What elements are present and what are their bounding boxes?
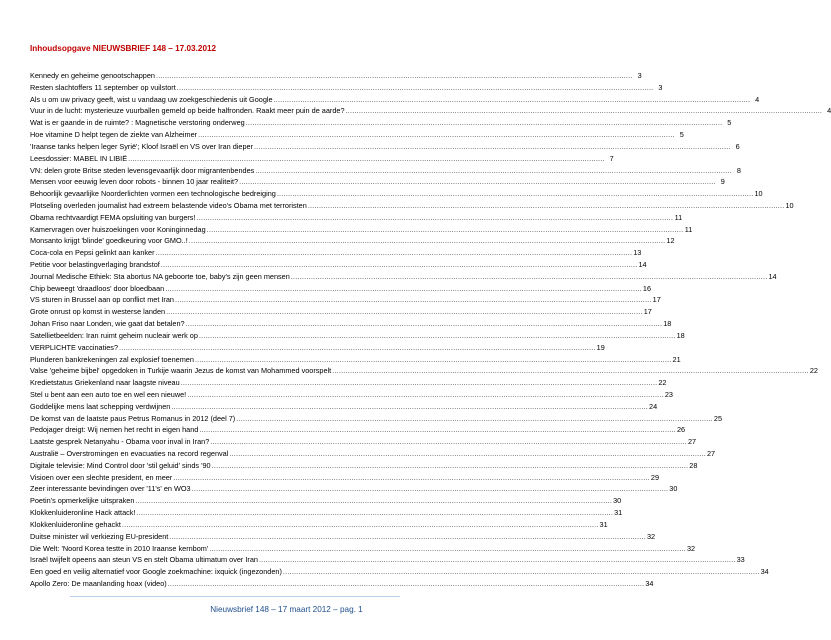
- toc-leader-dots: [255, 165, 732, 177]
- toc-leader-dots: [156, 70, 633, 82]
- toc-leader-dots: [166, 306, 643, 318]
- toc-entry-title: Chip beweegt 'draadloos' door bloedbaan: [30, 283, 165, 293]
- toc-entry-page: 12: [666, 236, 675, 246]
- toc-leader-dots: [196, 212, 673, 224]
- toc-entry[interactable]: [30, 354, 681, 366]
- toc-entry[interactable]: [30, 365, 818, 377]
- toc-entry-page: 21: [672, 354, 681, 364]
- toc-entry[interactable]: [30, 330, 685, 342]
- toc-entry[interactable]: [30, 271, 777, 283]
- toc-leader-dots: [199, 424, 676, 436]
- toc-entry[interactable]: [30, 117, 732, 129]
- toc-leader-dots: [346, 105, 823, 117]
- toc-leader-dots: [210, 436, 687, 448]
- toc-entry[interactable]: [30, 531, 656, 543]
- toc-entry[interactable]: [30, 389, 673, 401]
- toc-entry-title: Plunderen bankrekeningen zal explosief toenemen: [30, 354, 194, 364]
- toc-entry-title: Wat is er gaande in de ruimte? : Magnetische verstoring onderweg: [30, 118, 245, 128]
- toc-leader-dots: [274, 94, 751, 106]
- toc-entry-title: Journal Medische Ethiek: Sta abortus NA geboorte toe, baby's zijn geen mensen: [30, 271, 290, 281]
- toc-entry[interactable]: [30, 200, 794, 212]
- toc-entry[interactable]: [30, 566, 769, 578]
- toc-entry[interactable]: [30, 507, 623, 519]
- toc-title: Inhoudsopgave NIEUWSBRIEF 148 – 17.03.2012: [30, 44, 217, 53]
- toc-entry-title: VERPLICHTE vaccinaties?: [30, 342, 119, 352]
- toc-entry[interactable]: [30, 436, 697, 448]
- toc-entry-page: 3: [658, 82, 663, 92]
- toc-entry-title: Behoorlijk gevaarlijke Noorderlichten vormen een technologische bedreiging: [30, 189, 276, 199]
- toc-entry-page: 16: [642, 283, 652, 293]
- toc-entry-title: 'Iraanse tanks helpen leger Syrië'; Kloof Israël en VS over Iran dieper: [30, 141, 254, 151]
- toc-entry[interactable]: [30, 129, 684, 141]
- toc-entry[interactable]: [30, 82, 663, 94]
- toc-leader-dots: [291, 271, 768, 283]
- toc-entry-page: 31: [599, 519, 608, 529]
- toc-entry[interactable]: [30, 424, 686, 436]
- toc-entry-title: Stel u bent aan een auto toe en wel een nieuwe!: [30, 389, 187, 399]
- toc-entry-title: Visioen over een slechte president, en meer: [30, 472, 173, 482]
- toc-entry[interactable]: [30, 188, 763, 200]
- toc-entry-title: Die Welt: 'Noord Korea testte in 2010 Iraanse kernbom': [30, 543, 209, 553]
- toc-entry[interactable]: [30, 460, 698, 472]
- toc-leader-dots: [332, 365, 809, 377]
- toc-leader-dots: [119, 342, 596, 354]
- toc-entry-page: 29: [650, 472, 660, 482]
- toc-entry[interactable]: [30, 70, 642, 82]
- toc-entry-page: 26: [677, 425, 686, 435]
- toc-entry[interactable]: [30, 483, 678, 495]
- toc-entry-title: Valse 'geheime bijbel' opgedoken in Turkije waarin Jezus de komst van Mohammed voorspelt: [30, 366, 332, 376]
- toc-leader-dots: [135, 495, 612, 507]
- toc-entry-page: 19: [596, 342, 605, 352]
- toc-entry-title: Laatste gesprek Netanyahu - Obama voor inval in Iran?: [30, 437, 210, 447]
- toc-entry[interactable]: [30, 318, 672, 330]
- toc-entry-title: Duitse minister wil verkiezing EU-president: [30, 531, 169, 541]
- toc-entry-title: Hoe vitamine D helpt tegen de ziekte van Alzheimer: [30, 130, 198, 140]
- toc-leader-dots: [209, 543, 686, 555]
- toc-leader-dots: [128, 153, 605, 165]
- toc-entry[interactable]: [30, 212, 683, 224]
- toc-leader-dots: [229, 448, 706, 460]
- toc-entry[interactable]: [30, 94, 760, 106]
- toc-entry-title: Coca-cola en Pepsi gelinkt aan kanker: [30, 248, 155, 258]
- toc-entry-title: Resten slachtoffers 11 september op vuilstort: [30, 82, 176, 92]
- toc-entry-page: 10: [754, 189, 763, 199]
- toc-entry[interactable]: [30, 283, 652, 295]
- toc-entry-page: 3: [637, 71, 642, 80]
- toc-entry-title: Zeer interessante bevindingen over '11's' en WO3: [30, 484, 191, 494]
- toc-entry-title: Vuur in de lucht: mysterieuze vuurballen gemeld op beide halfronden. Raakt meer puin de aarde?: [30, 106, 345, 116]
- toc-entry-title: Goddelijke mens laat schepping verdwijnen: [30, 401, 171, 411]
- toc-entry-title: Digitale televisie: Mind Control door 'stil geluid' sinds '90: [30, 460, 211, 470]
- toc-entry-page: 18: [663, 319, 672, 329]
- toc-entry-page: 17: [643, 307, 652, 317]
- toc-entry[interactable]: [30, 224, 693, 236]
- toc-entry-page: 34: [645, 578, 654, 588]
- toc-entry-title: Grote onrust op komst in westerse landen: [30, 307, 166, 317]
- toc-entry-page: 5: [679, 130, 684, 140]
- toc-entry[interactable]: [30, 495, 622, 507]
- toc-entry[interactable]: [30, 294, 661, 306]
- toc-leader-dots: [259, 554, 736, 566]
- toc-entry[interactable]: [30, 377, 667, 389]
- toc-leader-dots: [173, 472, 650, 484]
- toc-entry-title: Mensen voor eeuwig leven door robots - binnen 10 jaar realiteit?: [30, 177, 239, 187]
- toc-entry-page: 27: [687, 437, 697, 447]
- toc-entry-title: Leesdossier: MABEL IN LIBIË: [30, 153, 128, 163]
- toc-leader-dots: [136, 507, 613, 519]
- toc-entry-title: Johan Friso naar Londen, wie gaat dat betalen?: [30, 319, 185, 329]
- toc-entry-page: 5: [727, 118, 732, 128]
- toc-leader-dots: [181, 377, 658, 389]
- toc-entry-title: Poetin's opmerkelijke uitspraken: [30, 496, 135, 506]
- toc-entry[interactable]: [30, 306, 652, 318]
- toc-entry-title: Australië – Overstromingen en evacuaties na record regenval: [30, 449, 229, 458]
- toc-leader-dots: [236, 413, 713, 425]
- toc-entry[interactable]: [30, 519, 608, 531]
- toc-entry[interactable]: [30, 448, 716, 460]
- toc-entry-title: Petitie voor belastingverlaging brandstof: [30, 260, 160, 269]
- toc-leader-dots: [246, 117, 723, 129]
- toc-entry[interactable]: [30, 141, 740, 153]
- toc-leader-dots: [122, 519, 599, 531]
- footer-rule: [70, 596, 400, 597]
- toc-entry-title: Kennedy en geheime genootschappen: [30, 71, 155, 80]
- toc-leader-dots: [171, 401, 648, 413]
- toc-entry-title: Obama rechtvaardigt FEMA opsluiting van burgers!: [30, 212, 196, 222]
- toc-leader-dots: [161, 259, 638, 271]
- table-of-contents: [30, 70, 831, 590]
- toc-entry-page: 10: [785, 200, 794, 210]
- toc-leader-dots: [168, 578, 645, 590]
- toc-entry-title: Een goed en veilig alternatief voor Google zoekmachine: ixquick (ingezonden): [30, 567, 282, 577]
- toc-entry-title: De komst van de laatste paus Petrus Romanus in 2012 (deel 7): [30, 413, 236, 423]
- toc-entry-title: Satellietbeelden: Iran ruimt geheim nucleair werk op: [30, 330, 198, 340]
- toc-entry-page: 34: [760, 567, 769, 577]
- toc-entry-page: 17: [652, 295, 661, 305]
- toc-entry[interactable]: [30, 554, 745, 566]
- toc-leader-dots: [192, 483, 669, 495]
- toc-entry-page: 14: [638, 260, 647, 269]
- toc-entry[interactable]: [30, 401, 658, 413]
- toc-leader-dots: [187, 389, 664, 401]
- toc-entry[interactable]: [30, 543, 696, 555]
- toc-entry-title: Plotseling overleden journalist had extreem belastende video's Obama met terroristen: [30, 200, 307, 210]
- toc-leader-dots: [165, 283, 642, 295]
- toc-entry[interactable]: [30, 153, 614, 165]
- toc-leader-dots: [195, 354, 672, 366]
- toc-leader-dots: [212, 460, 689, 472]
- toc-entry-page: 32: [686, 543, 696, 553]
- toc-entry-page: 4: [827, 106, 831, 116]
- toc-entry-page: 25: [713, 413, 723, 423]
- toc-entry-title: VS sturen in Brussel aan op conflict met Iran: [30, 295, 174, 305]
- toc-entry-page: 33: [736, 555, 745, 565]
- toc-entry[interactable]: [30, 578, 654, 590]
- toc-entry-page: 8: [736, 165, 741, 175]
- toc-entry-title: Pedojager dreigt: Wij nemen het recht in eigen hand: [30, 425, 199, 435]
- toc-entry[interactable]: [30, 247, 642, 259]
- toc-leader-dots: [189, 235, 666, 247]
- page-footer: [0, 605, 453, 614]
- toc-entry-title: Apollo Zero: De maanlanding hoax (video): [30, 578, 167, 588]
- toc-entry-page: 4: [755, 94, 760, 104]
- toc-entry-page: 11: [674, 212, 683, 222]
- toc-entry-title: VN: delen grote Britse steden levensgevaarlijk door migrantenbendes: [30, 165, 255, 175]
- toc-leader-dots: [156, 247, 633, 259]
- footer-text: Nieuwsbrief 148 – 17 maart 2012 – pag. 1: [210, 605, 363, 614]
- toc-entry-title: Kamervragen over huiszoekingen voor Koninginnedag: [30, 224, 206, 234]
- toc-entry[interactable]: [30, 413, 723, 425]
- toc-entry-page: 11: [684, 224, 693, 234]
- toc-entry-title: Als u om uw privacy geeft, wist u vandaag uw zoekgeschiedenis uit Google: [30, 94, 273, 104]
- toc-leader-dots: [254, 141, 731, 153]
- toc-leader-dots: [186, 318, 663, 330]
- toc-leader-dots: [169, 531, 646, 543]
- toc-entry[interactable]: [30, 259, 647, 271]
- toc-leader-dots: [283, 566, 760, 578]
- toc-leader-dots: [239, 176, 716, 188]
- toc-entry-page: 7: [609, 153, 614, 163]
- toc-entry[interactable]: [30, 472, 660, 484]
- toc-entry[interactable]: [30, 165, 741, 177]
- toc-entry[interactable]: [30, 105, 831, 117]
- toc-entry[interactable]: [30, 235, 675, 247]
- toc-leader-dots: [277, 188, 754, 200]
- toc-entry[interactable]: [30, 342, 605, 354]
- toc-entry-page: 9: [720, 177, 725, 187]
- toc-entry-page: 6: [735, 141, 740, 151]
- toc-leader-dots: [207, 224, 684, 236]
- toc-entry-title: Klokkenluideronline Hack attack!: [30, 508, 136, 518]
- toc-leader-dots: [175, 294, 652, 306]
- toc-leader-dots: [177, 82, 654, 94]
- toc-entry-page: 18: [676, 330, 685, 340]
- toc-entry-page: 23: [664, 389, 673, 399]
- toc-entry-page: 27: [707, 449, 716, 458]
- toc-leader-dots: [198, 129, 675, 141]
- toc-entry-title: Klokkenluideronline gehackt: [30, 519, 121, 529]
- toc-entry-page: 22: [809, 366, 818, 376]
- toc-entry-page: 30: [613, 496, 622, 506]
- toc-entry-page: 13: [633, 248, 642, 258]
- toc-entry-page: 31: [614, 508, 623, 518]
- toc-leader-dots: [199, 330, 676, 342]
- toc-entry-page: 22: [658, 378, 667, 388]
- toc-entry-page: 30: [669, 484, 678, 494]
- toc-entry-page: 14: [768, 271, 777, 281]
- toc-entry-title: Kredietstatus Griekenland naar laagste niveau: [30, 378, 180, 388]
- toc-entry-page: 28: [689, 460, 698, 470]
- toc-leader-dots: [308, 200, 785, 212]
- toc-entry-title: Monsanto krijgt 'blinde' goedkeuring voor GMO..!: [30, 236, 188, 246]
- toc-entry-title: Israël twijfelt opeens aan steun VS en stelt Obama ultimatum over Iran: [30, 555, 258, 565]
- toc-entry-page: 32: [646, 531, 656, 541]
- toc-entry-page: 24: [649, 401, 658, 411]
- toc-entry[interactable]: [30, 176, 725, 188]
